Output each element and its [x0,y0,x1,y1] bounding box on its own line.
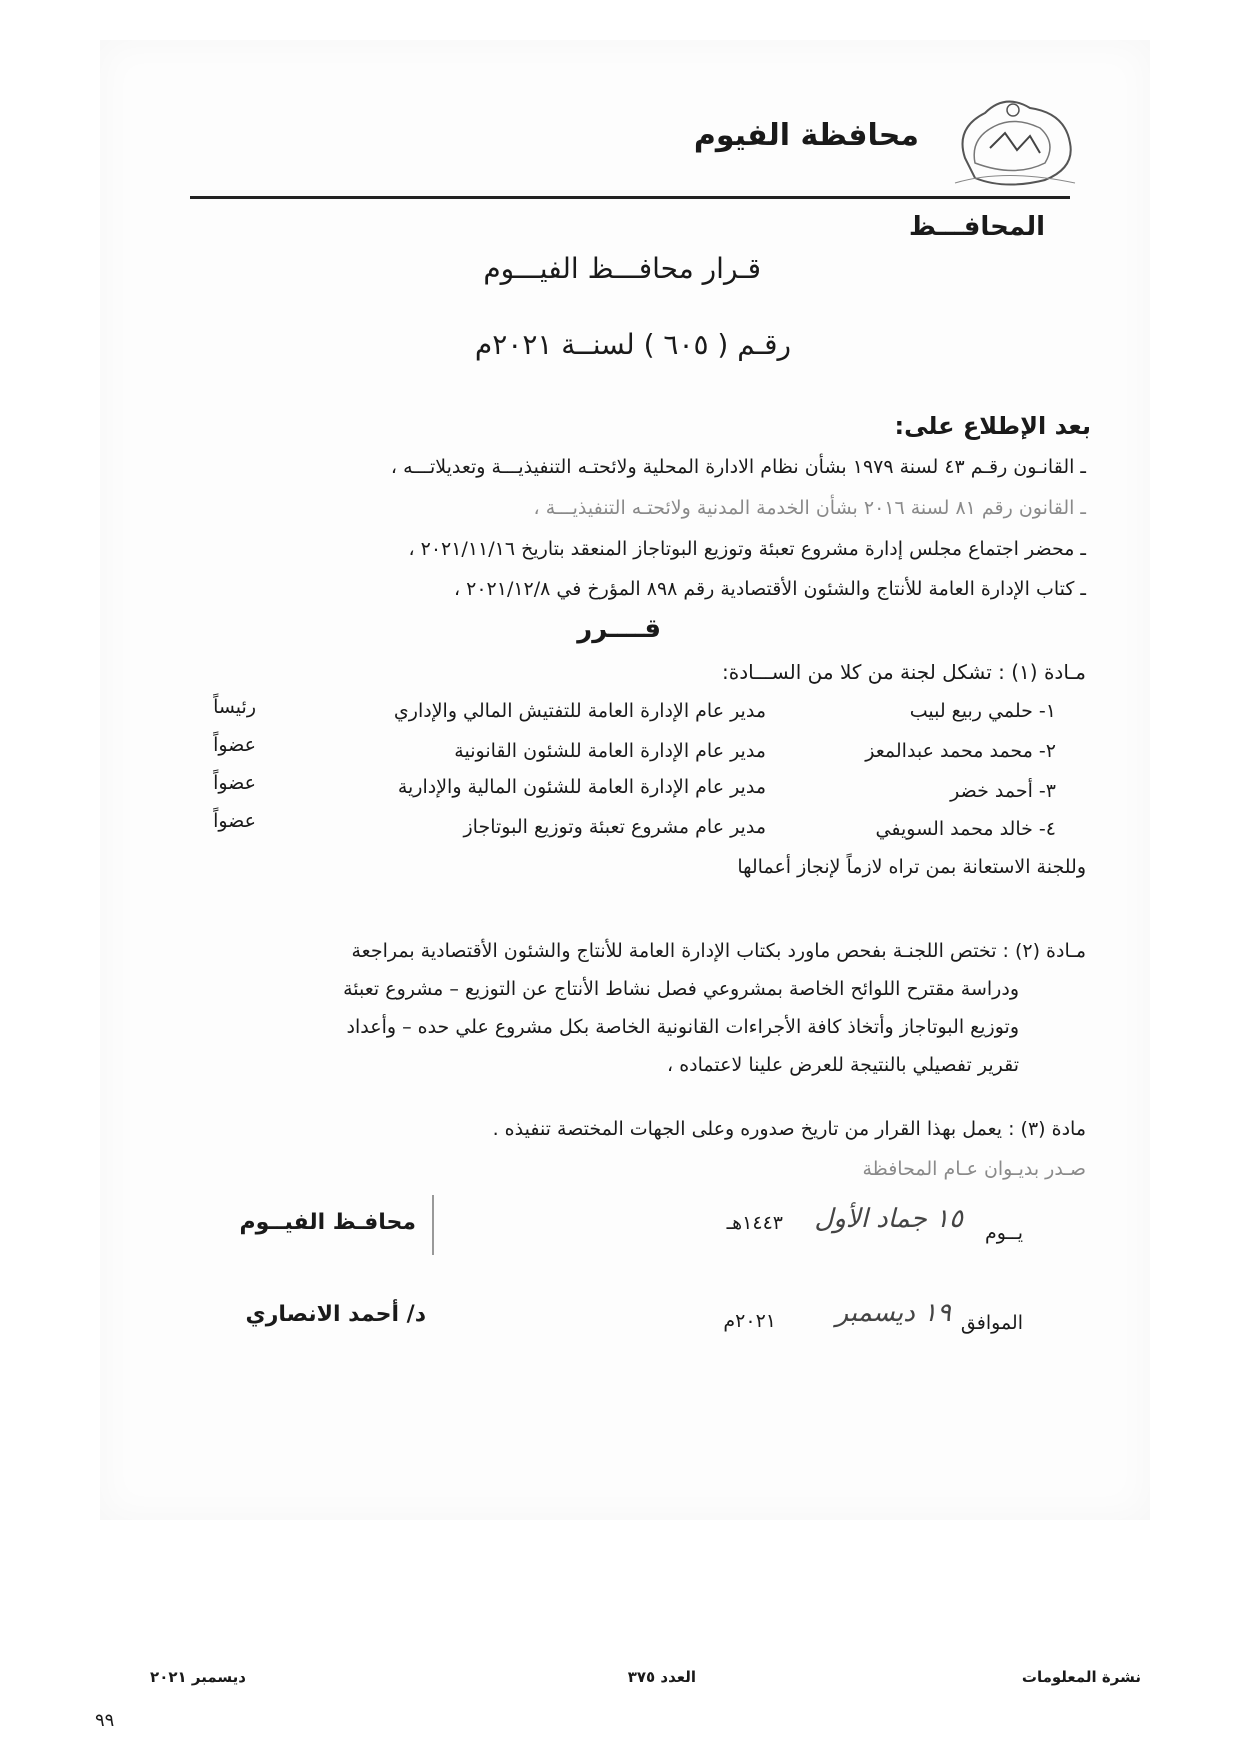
footer-publication: نشرة المعلومات [1021,1668,1141,1686]
article-1-label: مـادة (١) : تشكل لجنة من كلا من الســـادة: [722,660,1086,684]
member-title: مدير عام مشروع تعبئة وتوزيع البوتاجاز [463,816,766,838]
decree-title: قـرار محافـــظ الفيـــوم [483,252,761,285]
hijri-handwritten-date: ١٥ جماد الأول [814,1204,963,1234]
preamble-item: ـ محضر اجتماع مجلس إدارة مشروع تعبئة وتوزيع البوتاجاز المنعقد بتاريخ ٢٠٢١/١١/١٦ ، [408,538,1086,560]
gregorian-handwritten-date: ١٩ ديسمبر [835,1298,951,1328]
member-title: مدير عام الإدارة العامة للشئون القانونية [454,740,766,762]
issued-at: صـدر بديـوان عـام المحافظة [862,1158,1086,1180]
article-2-line: ودراسة مقترح اللوائح الخاصة بمشروعي فصل نشاط الأنتاج عن التوزيع – مشروع تعبئة [343,978,1019,1000]
article-2-line: تقرير تفصيلي بالنتيجة للعرض علينا لاعتماده ، [667,1054,1019,1076]
member-role: رئيساً [213,696,256,718]
preamble-item: ـ كتاب الإدارة العامة للأنتاج والشئون الأقتصادية رقم ٨٩٨ المؤرخ في ٢٠٢١/١٢/٨ ، [453,578,1086,600]
article-2-line: مـادة (٢) : تختص اللجنـة بفحص ماورد بكتاب الإدارة العامة للأنتاج والشئون الأقتصادية بمراجعة [351,940,1086,962]
member-name: ١- حلمي ربيع لبيب [909,700,1056,722]
preamble-heading: بعد الإطلاع على: [894,412,1091,440]
member-role: عضواً [213,810,256,832]
preamble-item: ـ القانـون رقـم ٤٣ لسنة ١٩٧٩ بشأن نظام الادارة المحلية ولائحتـه التنفيذيـــة وتعديلاتـــه ، [390,456,1086,478]
signature-divider [432,1195,434,1255]
gregorian-year: ٢٠٢١م [723,1310,776,1332]
governorate-heading: محافظة الفيوم [693,118,919,153]
member-role: عضواً [213,772,256,794]
decree-number: رقـم ( ٦٠٥ ) لسنــة ٢٠٢١م [474,328,791,361]
member-title: مدير عام الإدارة العامة للشئون المالية والإدارية [397,776,766,798]
article-2-line: وتوزيع البوتاجاز وأتخاذ كافة الأجراءات القانونية الخاصة بكل مشروع علي حده – وأعداد [346,1016,1019,1038]
article-1-note: وللجنة الاستعانة بمن تراه لازماً لإنجاز أعمالها [737,856,1086,878]
preamble-item: ـ القانون رقم ٨١ لسنة ٢٠١٦ بشأن الخدمة المدنية ولائحتـه التنفيذيـــة ، [533,497,1086,519]
decided-heading: قــــرر [577,614,661,644]
hijri-date-label: يــوم [985,1222,1023,1244]
signatory-name: د/ أحمد الانصاري [245,1302,426,1327]
member-title: مدير عام الإدارة العامة للتفتيش المالي والإداري [393,700,766,722]
member-name: ٤- خالد محمد السويفي [875,818,1056,840]
member-name: ٣- أحمد خضر [950,780,1056,802]
footer-issue: العدد ٣٧٥ [627,1668,696,1686]
hijri-year: ١٤٤٣هـ [726,1212,783,1234]
article-3-text: مادة (٣) : يعمل بهذا القرار من تاريخ صدوره وعلى الجهات المختصة تنفيذه . [492,1118,1086,1140]
office-label: المحافـــظ [908,212,1045,242]
page-number: ٩٩ [95,1710,115,1731]
header-divider [190,196,1070,199]
footer-date: ديسمبر ٢٠٢١ [150,1668,246,1686]
member-name: ٢- محمد محمد عبدالمعز [865,740,1056,762]
governorate-seal-icon [945,88,1080,188]
member-role: عضواً [213,734,256,756]
gregorian-date-label: الموافق [960,1312,1023,1334]
signatory-title: محافـظ الفيــوم [239,1210,416,1235]
